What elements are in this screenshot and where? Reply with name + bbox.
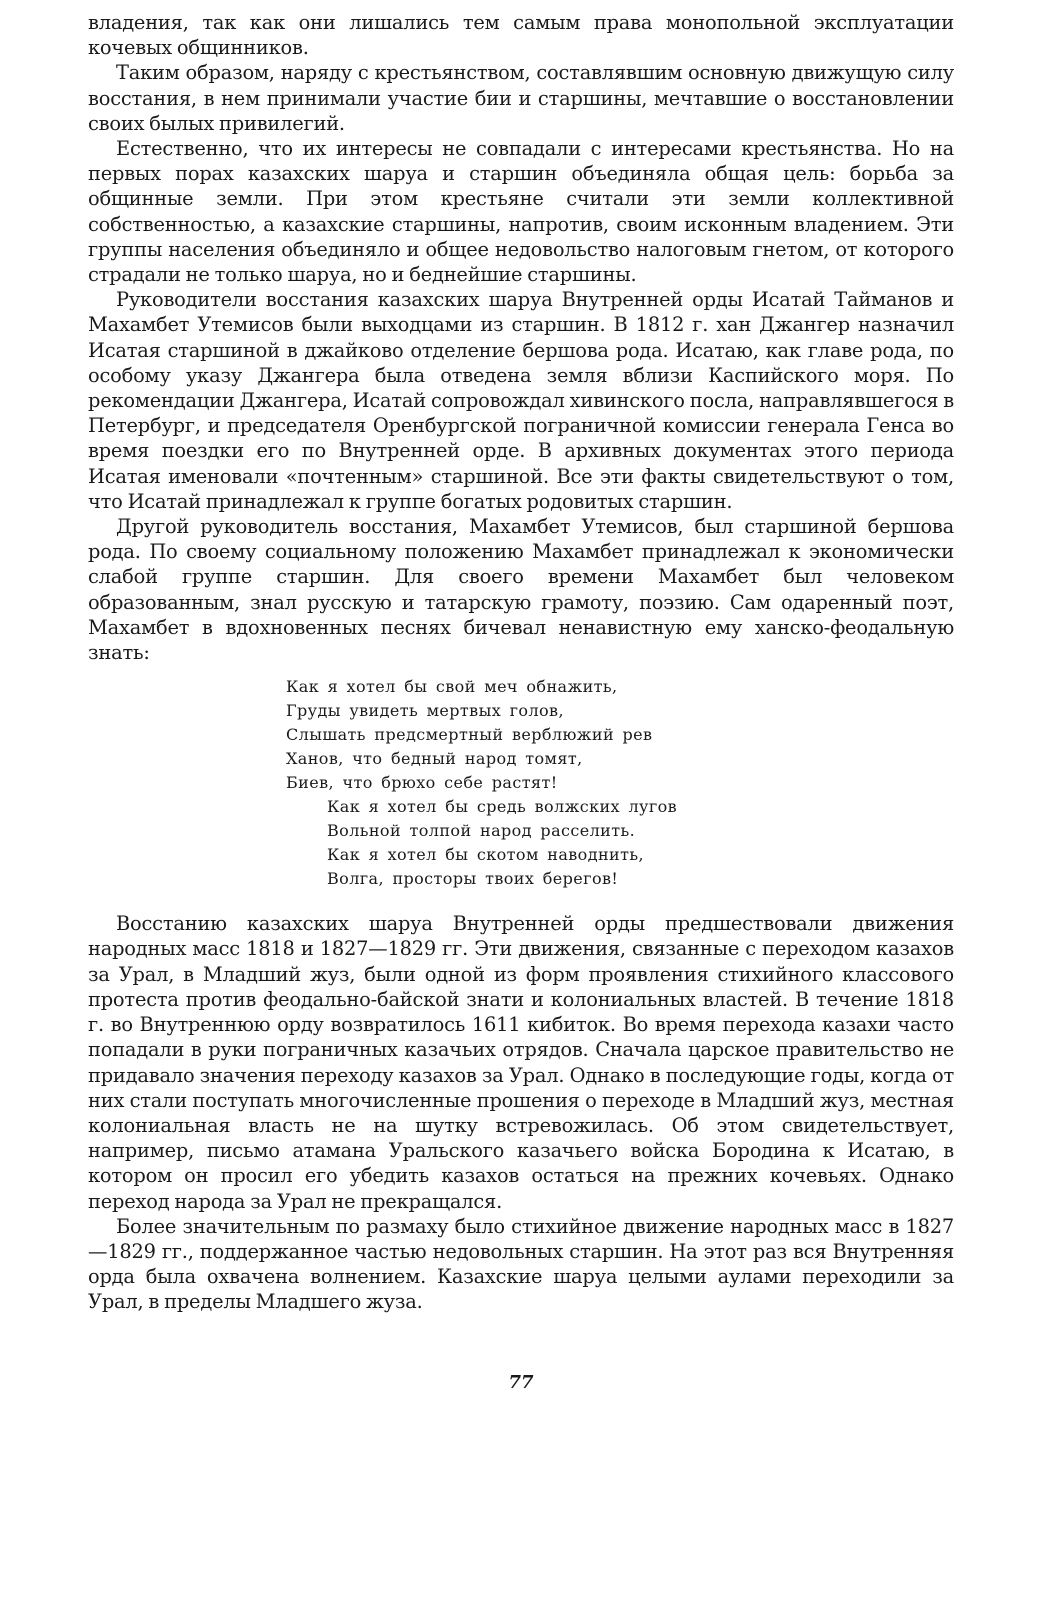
page-number: 77 [508,1372,534,1393]
poem-line: Как я хотел бы свой меч обнажить, [286,677,618,697]
poem-line: Груды увидеть мертвых голов, [286,701,564,721]
poem-line: Ханов, что бедный народ томят, [286,749,583,769]
poem-line: Вольной толпой народ расселить. [327,821,636,841]
poem-line: Биев, что брюхо себе растят! [286,773,558,793]
paragraph-1: владения, так как они лишались тем самым права монопольной эксплуатации кочевых общинников. [88,11,954,60]
poem-line: Волга, просторы твоих берегов! [327,869,619,889]
poem-line: Как я хотел бы скотом наводнить, [327,845,644,865]
paragraph-3: Естественно, что их интересы не совпадали с интересами крестьянства. Но на первых порах казахских шаруа и старшин объединяла общая цель: борьба за общинные земли. При этом крестьяне считали эти земли коллективной собственностью, а казахские старшины, напротив, своим исконным владением. Эти группы населения объединяло и общее недовольство налоговым гнетом, от которого страдали не только шаруа, но и беднейшие старшины. [88,137,954,287]
paragraph-6: Восстанию казахских шаруа Внутренней орды предшествовали движения народных масс 1818 и 1827—1829 гг. Эти движения, связанные с переходом казахов за Урал, в Младший жуз, были одной из форм проявления стихийного классового протеста против феодально-байской знати и колониальных властей. В течение 1818 г. во Внутреннюю орду возвратилось 1611 кибиток. Во время перехода казахи часто попадали в руки пограничных казачьих отрядов. Сначала царское правительство не придавало значения переходу казахов за Урал. Однако в последующие годы, когда от них стали поступать многочисленные прошения о переходе в Младший жуз, местная колониальная власть не на шутку встревожилась. Об этом свидетельствует, например, письмо атамана Уральского казачьего войска Бородина к Исатаю, в котором он просил его убедить казахов остаться на прежних кочевьях. Однако переход народа за Урал не прекращался. [88,912,954,1213]
paragraph-4: Руководители восстания казахских шаруа Внутренней орды Исатай Тайманов и Махамбет Утемисов были выходцами из старшин. В 1812 г. хан Джангер назначил Исатая старшиной в джайково отделение бершова рода. Исатаю, как главе рода, по особому указу Джангера была отведена земля вблизи Каспийского моря. По рекомендации Джангера, Исатай сопровождал хивинского посла, направлявшегося в Петербург, и председателя Оренбургской пограничной комиссии генерала Генса во время поездки его по Внутренней орде. В архивных документах этого периода Исатая именовали «почтенным» старшиной. Все эти факты свидетельствуют о том, что Исатай принадлежал к группе богатых родовитых старшин. [88,288,954,513]
paragraph-5: Другой руководитель восстания, Махамбет Утемисов, был старшиной бершова рода. По своему социальному положению Махамбет принадлежал к экономически слабой группе старшин. Для своего времени Махамбет был человеком образованным, знал русскую и татарскую грамоту, поэзию. Сам одаренный поэт, Махамбет в вдохновенных песнях бичевал ненавистную ему ханско-феодальную знать: [88,515,954,665]
document-page [88,10,954,1393]
poem-line: Слышать предсмертный верблюжий рев [286,725,653,745]
poem [286,675,954,891]
paragraph-7: Более значительным по размаху было стихийное движение народных масс в 1827—1829 гг., поддержанное частью недовольных старшин. На этот раз вся Внутренняя орда была охвачена волнением. Казахские шаруа целыми аулами переходили за Урал, в пределы Младшего жуза. [88,1214,954,1314]
text-after-poem [88,911,954,1314]
poem-line: Как я хотел бы средь волжских лугов [327,797,678,817]
paragraph-2: Таким образом, наряду с крестьянством, составлявшим основную движущую силу восстания, в нем принимали участие бии и старшины, мечтавшие о восстановлении своих былых привилегий. [88,61,954,135]
